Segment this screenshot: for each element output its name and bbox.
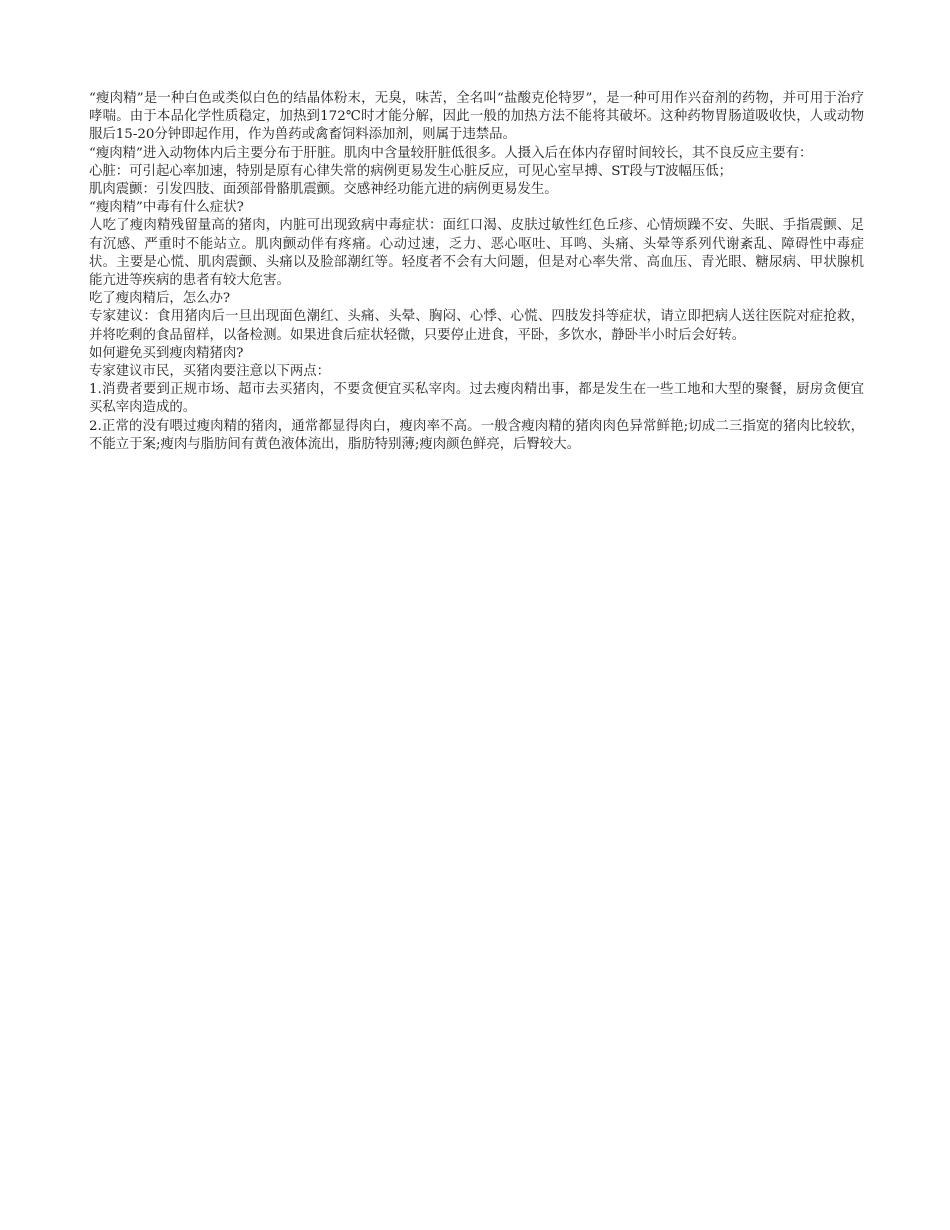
document-body — [89, 90, 864, 454]
paragraph-muscle: 肌肉震颤：引发四肢、面颈部骨骼肌震颤。交感神经功能亢进的病例更易发生。 — [89, 182, 558, 198]
heading-avoid: 如何避免买到瘦肉精猪肉? — [89, 345, 244, 361]
paragraph-expert-tips: 专家建议市民，买猪肉要注意以下两点： — [89, 364, 331, 380]
paragraph-symptoms: 人吃了瘦肉精残留量高的猪肉，内脏可出现致病中毒症状：面红口渴、皮肤过敏性红色丘疹、心情烦躁不安、失眠、手指震颤、足有沉感、严重时不能站立。肌肉颤动伴有疼痛。心动过速，乏力、恶心呕吐、耳鸣、头痛、头晕等系列代谢紊乱、障碍性中毒症状。主要是心慌、肌肉震颤、头痛以及脸部潮红等。轻度者不会有大问题，但是对心率失常、高血压、青光眼、糖尿病、甲状腺机能亢进等疾病的患者有较大危害。 — [89, 218, 864, 289]
paragraph-distribution: “瘦肉精”进入动物体内后主要分布于肝脏。肌肉中含量较肝脏低很多。人摄入后在体内存留时间较长，其不良反应主要有： — [89, 145, 813, 161]
list-item-1: 1.消费者要到正规市场、超市去买猪肉，不要贪便宜买私宰肉。过去瘦肉精出事，都是发生在一些工地和大型的聚餐，厨房贪便宜买私宰肉造成的。 — [89, 382, 864, 416]
paragraph-heart: 心脏：可引起心率加速，特别是原有心律失常的病例更易发生心脏反应，可见心室早搏、ST段与T波幅压低； — [89, 163, 733, 179]
list-item-2: 2.正常的没有喂过瘦肉精的猪肉，通常都显得肉白，瘦肉率不高。一般含瘦肉精的猪肉肉色异常鲜艳;切成二三指宽的猪肉比较软，不能立于案;瘦肉与脂肪间有黄色液体流出，脂肪特别薄;瘦肉颜色鲜亮，后臀较大。 — [89, 418, 864, 452]
heading-symptoms: “瘦肉精”中毒有什么症状? — [89, 200, 244, 216]
heading-what-to-do: 吃了瘦肉精后，怎么办? — [89, 291, 231, 307]
paragraph-intro: “瘦肉精”是一种白色或类似白色的结晶体粉末，无臭，味苦，全名叫“盐酸克伦特罗”，是一种可用作兴奋剂的药物，并可用于治疗哮喘。由于本品化学性质稳定，加热到172℃时才能分解，因此一般的加热方法不能将其破坏。这种药物胃肠道吸收快，人或动物服后15-20分钟即起作用，作为兽药或禽畜饲料添加剂，则属于违禁品。 — [89, 91, 864, 143]
paragraph-advice: 专家建议：食用猪肉后一旦出现面色潮红、头痛、头晕、胸闷、心悸、心慌、四肢发抖等症状，请立即把病人送往医院对症抢救，并将吃剩的食品留样，以备检测。如果进食后症状轻微，只要停止进食，平卧，多饮水，静卧半小时后会好转。 — [89, 309, 864, 343]
